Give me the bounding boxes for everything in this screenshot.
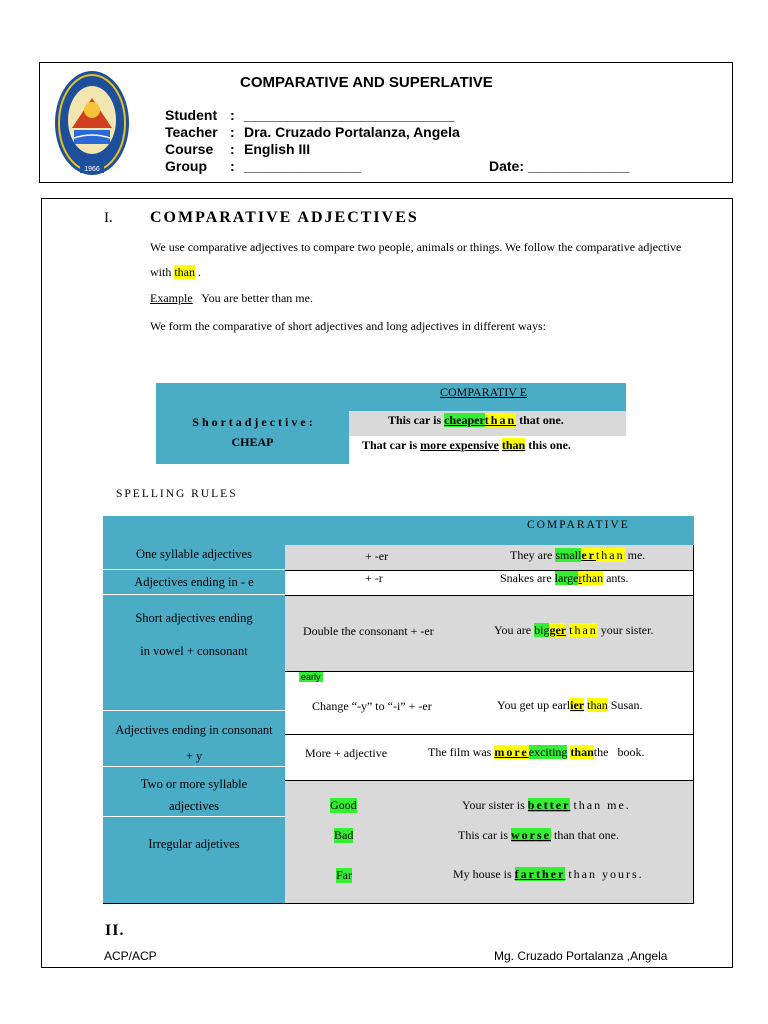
label-ending-e: Adjectives ending in - e — [103, 570, 285, 595]
table1-row-1-text: This car is cheaperthan that one. — [388, 413, 564, 427]
example-good: Your sister is better than me. — [462, 798, 631, 812]
label-irregular: Irregular adjetives — [103, 817, 285, 903]
example-text: You are better than me. — [201, 291, 313, 305]
table1-header: COMPARATIV E — [440, 385, 528, 399]
example-ending-y: You get up earlier than Susan. — [497, 698, 643, 712]
rule-ending-e: + -r — [365, 571, 383, 585]
label-one-syllable: One syllable adjectives — [103, 545, 285, 570]
rule-one-syllable: + -er — [365, 549, 389, 563]
section-1-numeral: I. — [104, 210, 113, 226]
group-label: Group — [165, 158, 207, 174]
example-bad: This car is worse than that one. — [458, 828, 619, 842]
early-tag: early — [301, 672, 321, 682]
table1-row-2-text: That car is more expensive than this one. — [362, 438, 571, 452]
form-line: We form the comparative of short adjectives and long adjectives in different ways: — [150, 319, 547, 333]
table1-left-label: S h o r t a d j e c t i v e : CHEAP — [192, 415, 313, 449]
student-field[interactable]: ___________________________ — [244, 107, 455, 123]
example-far: My house is farther than yours. — [453, 867, 644, 881]
student-label: Student — [165, 107, 218, 123]
intro-line-1: We use comparative adjectives to compare two people, animals or things. We follow the comparative adjective — [150, 240, 682, 254]
university-seal-icon — [52, 68, 132, 178]
example-two-more: The film was moreexciting thanthe book. — [428, 745, 645, 759]
than-highlight: than — [174, 265, 196, 279]
irregular-good: Good — [330, 798, 357, 812]
section-1-heading: COMPARATIVE ADJECTIVES — [150, 209, 419, 226]
intro-line-2: with than . — [150, 265, 202, 279]
rule-ending-y: Change “-y” to “-i” + -er — [312, 699, 432, 713]
teacher-value: Dra. Cruzado Portalanza, Angela — [244, 124, 460, 140]
header-fields: Student : ___________________________ Teacher : Dra. Cruzado Portalanza, Angela Course : English III Group : _______________ — [165, 107, 460, 174]
teacher-label: Teacher — [165, 124, 218, 140]
course-value: English III — [244, 141, 311, 157]
irregular-bad: Bad — [334, 828, 354, 842]
rule-short-cvc: Double the consonant + -er — [303, 624, 434, 638]
footer-right: Mg. Cruzado Portalanza ,Angela — [494, 949, 668, 963]
date-field[interactable]: _____________ — [527, 158, 630, 174]
date-label: Date: — [489, 158, 525, 174]
example-label: Example — [150, 291, 193, 305]
example-short-cvc: You are bigger than your sister. — [494, 623, 654, 637]
label-short-cvc: Short adjectives ending in vowel + consonant — [103, 595, 285, 711]
seal-year: 1966 — [84, 166, 100, 173]
example-line — [150, 291, 313, 306]
footer-left: ACP/ACP — [104, 949, 157, 963]
rule-two-more: More + adjective — [305, 746, 388, 760]
example-ending-e: Snakes are largerthan ants. — [500, 571, 629, 585]
irregular-far: Far — [336, 868, 352, 882]
example-one-syllable: They are smallerthan me. — [510, 548, 646, 562]
label-ending-y: Adjectives ending in consonant + y — [103, 711, 285, 767]
section-2-numeral: II. — [105, 922, 125, 939]
spelling-rules-label: SPELLING RULES — [116, 488, 238, 500]
course-label: Course — [165, 141, 214, 157]
table2-header: COMPARATIVE — [527, 519, 630, 531]
page-title: COMPARATIVE AND SUPERLATIVE — [240, 74, 493, 91]
group-field[interactable]: _______________ — [244, 158, 361, 174]
row-ending-e — [285, 570, 693, 595]
label-two-more: Two or more syllable adjectives — [103, 767, 285, 817]
date-row — [489, 158, 629, 174]
